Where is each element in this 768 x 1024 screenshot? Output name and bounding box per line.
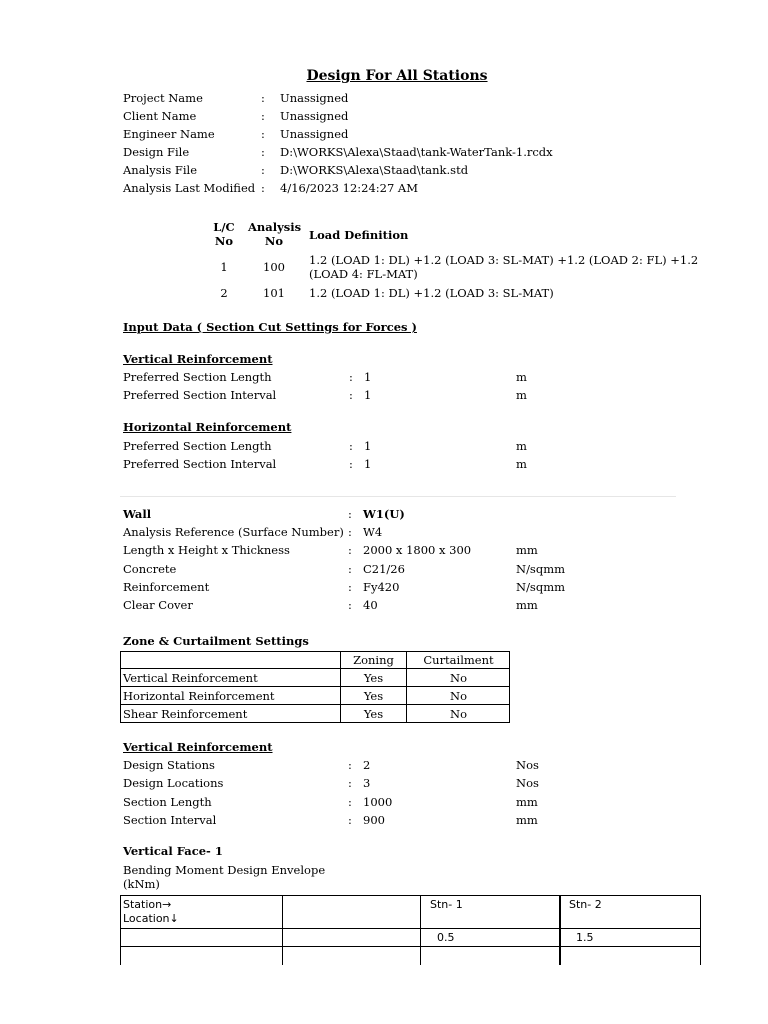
separator: : [348, 795, 352, 809]
table-divider [120, 686, 510, 687]
horizontal-reinforcement-heading: Horizontal Reinforcement [123, 420, 292, 434]
analysis-header-1: Analysis [248, 220, 302, 234]
location-label: Location↓ [123, 912, 179, 925]
zone-row-label: Vertical Reinforcement [123, 671, 258, 685]
zoning-cell: Yes [363, 671, 384, 685]
vertical-reinforcement-design-heading: Vertical Reinforcement [123, 740, 273, 754]
location-1-cell: 0.5 [437, 931, 455, 944]
load-definition-cell: 1.2 (LOAD 1: DL) +1.2 (LOAD 3: SL-MAT) +1.2 (LOAD 2: FL) +1.2 [309, 253, 699, 267]
design-file-label: Design File [123, 145, 190, 159]
unit: m [516, 457, 527, 471]
design-stations-value: 2 [363, 758, 371, 772]
table-divider [282, 895, 283, 965]
load-definition-header: Load Definition [309, 228, 409, 242]
unit: Nos [516, 758, 539, 772]
separator: : [348, 813, 352, 827]
unit: Nos [516, 776, 539, 790]
table-divider [120, 668, 510, 669]
section-interval-label: Section Interval [123, 813, 217, 827]
zone-curtailment-heading: Zone & Curtailment Settings [123, 634, 309, 648]
curtailment-cell: No [450, 671, 467, 685]
zone-row-label: Horizontal Reinforcement [123, 689, 275, 703]
project-name-label: Project Name [123, 91, 203, 105]
analysis-reference-label: Analysis Reference (Surface Number) [123, 525, 344, 539]
table-divider [420, 895, 421, 965]
table-divider [120, 946, 701, 947]
preferred-section-length-label: Preferred Section Length [123, 370, 272, 384]
analysis-modified-value: 4/16/2023 12:24:27 AM [280, 181, 419, 195]
station-1-header: Stn- 1 [430, 898, 463, 911]
bending-moment-unit: (kNm) [123, 877, 160, 891]
vertical-face-heading: Vertical Face- 1 [123, 844, 223, 858]
zoning-cell: Yes [363, 707, 384, 721]
section-length-label: Section Length [123, 795, 212, 809]
curtailment-header: Curtailment [423, 653, 494, 667]
analysis-cell: 101 [263, 286, 285, 300]
unit: N/sqmm [516, 562, 566, 576]
lc-cell: 2 [220, 286, 228, 300]
load-definition-cell: (LOAD 4: FL-MAT) [309, 267, 418, 281]
preferred-section-interval-label: Preferred Section Interval [123, 388, 277, 402]
curtailment-cell: No [450, 689, 467, 703]
analysis-modified-label: Analysis Last Modified [123, 181, 256, 195]
clear-cover-value: 40 [363, 598, 378, 612]
preferred-section-interval-label: Preferred Section Interval [123, 457, 277, 471]
separator: : [261, 109, 265, 123]
separator: : [349, 370, 353, 384]
section-length-value: 1000 [363, 795, 393, 809]
separator: : [348, 580, 352, 594]
preferred-section-length-value: 1 [364, 439, 372, 453]
analysis-header-2: No [264, 234, 284, 248]
preferred-section-interval-value: 1 [364, 457, 372, 471]
analysis-reference-value: W4 [363, 525, 383, 539]
separator: : [261, 181, 265, 195]
separator: : [348, 776, 352, 790]
clear-cover-label: Clear Cover [123, 598, 193, 612]
lc-header-1: L/C [213, 220, 235, 234]
unit: m [516, 439, 527, 453]
design-locations-label: Design Locations [123, 776, 224, 790]
location-2-cell: 1.5 [576, 931, 594, 944]
client-name-label: Client Name [123, 109, 197, 123]
curtailment-cell: No [450, 707, 467, 721]
load-definition-cell: 1.2 (LOAD 1: DL) +1.2 (LOAD 3: SL-MAT) [309, 286, 554, 300]
table-divider [120, 704, 510, 705]
wall-value: W1(U) [363, 507, 405, 521]
zone-row-label: Shear Reinforcement [123, 707, 248, 721]
separator: : [261, 127, 265, 141]
analysis-cell: 100 [263, 260, 285, 274]
dimensions-value: 2000 x 1800 x 300 [363, 543, 472, 557]
separator: : [349, 388, 353, 402]
unit: mm [516, 543, 538, 557]
separator: : [261, 91, 265, 105]
engineer-name-value: Unassigned [280, 127, 349, 141]
analysis-file-value: D:\WORKS\Alexa\Staad\tank.std [280, 163, 469, 177]
analysis-file-label: Analysis File [123, 163, 198, 177]
bending-moment-subheading: Bending Moment Design Envelope [123, 863, 326, 877]
separator: : [348, 525, 352, 539]
separator: : [348, 758, 352, 772]
station-label: Station→ [123, 898, 172, 911]
unit: mm [516, 795, 538, 809]
separator: : [348, 543, 352, 557]
page-title: Design For All Stations [306, 68, 488, 84]
zoning-cell: Yes [363, 689, 384, 703]
separator: : [348, 598, 352, 612]
concrete-label: Concrete [123, 562, 177, 576]
design-stations-label: Design Stations [123, 758, 215, 772]
preferred-section-length-label: Preferred Section Length [123, 439, 272, 453]
wall-label: Wall [123, 507, 152, 521]
vertical-reinforcement-heading: Vertical Reinforcement [123, 352, 273, 366]
table-divider [559, 895, 561, 965]
unit: m [516, 388, 527, 402]
design-file-value: D:\WORKS\Alexa\Staad\tank-WaterTank-1.rcdx [280, 145, 553, 159]
separator: : [349, 439, 353, 453]
client-name-value: Unassigned [280, 109, 349, 123]
table-divider [700, 895, 701, 965]
dimensions-label: Length x Height x Thickness [123, 543, 290, 557]
unit: mm [516, 813, 538, 827]
unit: N/sqmm [516, 580, 566, 594]
table-divider [120, 895, 121, 965]
lc-cell: 1 [220, 260, 228, 274]
separator: : [348, 507, 352, 521]
unit: mm [516, 598, 538, 612]
separator: : [261, 145, 265, 159]
project-name-value: Unassigned [280, 91, 349, 105]
section-interval-value: 900 [363, 813, 385, 827]
separator: : [261, 163, 265, 177]
zoning-header: Zoning [353, 653, 394, 667]
table-divider [120, 895, 701, 896]
lc-header-2: No [214, 234, 234, 248]
unit: m [516, 370, 527, 384]
design-locations-value: 3 [363, 776, 371, 790]
station-2-header: Stn- 2 [569, 898, 602, 911]
reinforcement-value: Fy420 [363, 580, 400, 594]
table-divider [120, 928, 701, 929]
divider [120, 496, 676, 497]
concrete-value: C21/26 [363, 562, 405, 576]
reinforcement-label: Reinforcement [123, 580, 210, 594]
preferred-section-interval-value: 1 [364, 388, 372, 402]
separator: : [349, 457, 353, 471]
input-data-heading: Input Data ( Section Cut Settings for Forces ) [123, 320, 417, 334]
engineer-name-label: Engineer Name [123, 127, 215, 141]
preferred-section-length-value: 1 [364, 370, 372, 384]
separator: : [348, 562, 352, 576]
